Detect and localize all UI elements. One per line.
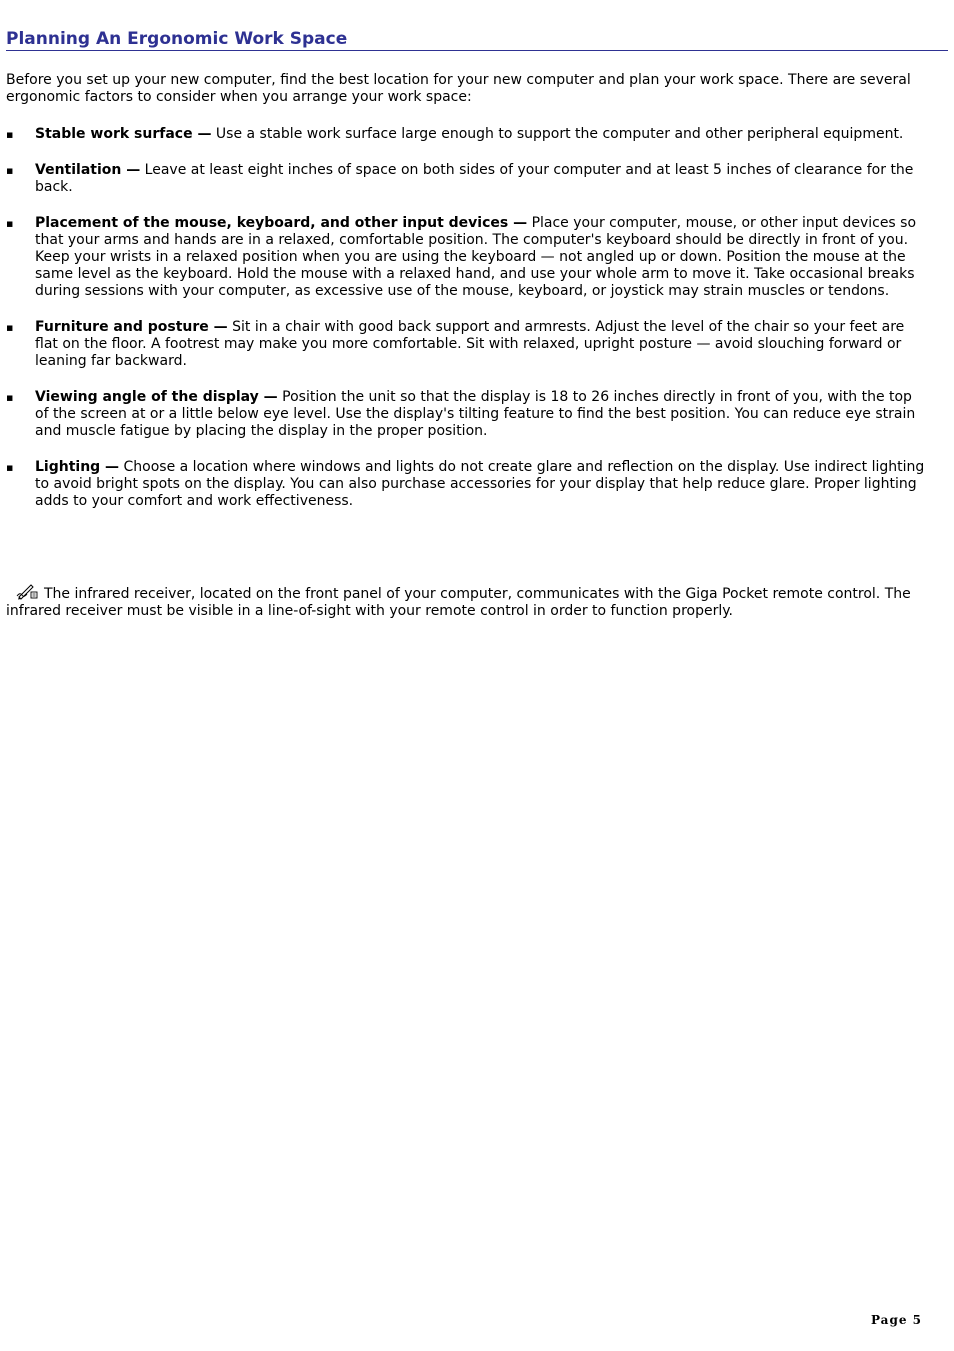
factor-item-viewing-angle bbox=[6, 389, 926, 440]
page-title: Planning An Ergonomic Work Space bbox=[6, 29, 948, 51]
bullet-icon: ▪ bbox=[6, 391, 14, 404]
factor-item-ventilation bbox=[6, 162, 926, 196]
factor-name: Ventilation — bbox=[35, 162, 141, 178]
note-paragraph bbox=[6, 583, 936, 620]
factor-text: Use a stable work surface large enough to support the computer and other peripheral equipment. bbox=[215, 126, 904, 142]
factor-item-lighting bbox=[6, 459, 926, 510]
factor-name: Lighting — bbox=[35, 459, 120, 475]
factor-text: Leave at least eight inches of space on both sides of your computer and at least 5 inches of clearance for the back. bbox=[35, 162, 914, 195]
factor-name: Viewing angle of the display — bbox=[35, 389, 278, 405]
factor-text: Sit in a chair with good back support and armrests. Adjust the level of the chair so your feet are flat on the floor. A footrest may make you more comfortable. Sit with relaxed, upright posture — avoid slouching forward or leaning far backward. bbox=[35, 319, 905, 369]
bullet-icon: ▪ bbox=[6, 128, 14, 141]
factor-name: Furniture and posture — bbox=[35, 319, 228, 335]
intro-paragraph: Before you set up your new computer, find the best location for your new computer and plan your work space. There are several ergonomic factors to consider when you arrange your work space: bbox=[6, 72, 911, 105]
factor-item-stable-work-surface bbox=[6, 126, 926, 143]
factor-item-furniture-posture bbox=[6, 319, 926, 370]
ergonomic-factor-list bbox=[6, 126, 926, 529]
note-text: The infrared receiver, located on the front panel of your computer, communicates with the Giga Pocket remote control. The infrared receiver must be visible in a line-of-sight with your remote control in order to function properly. bbox=[6, 586, 911, 619]
bullet-icon: ▪ bbox=[6, 461, 14, 474]
bullet-icon: ▪ bbox=[6, 217, 14, 230]
factor-item-input-devices bbox=[6, 215, 926, 300]
page-number: Page 5 bbox=[870, 1313, 922, 1327]
bullet-icon: ▪ bbox=[6, 321, 14, 334]
factor-text: Position the unit so that the display is 18 to 26 inches directly in front of you, with the top of the screen at or a little below eye level. Use the display's tilting feature to find the best position. You can reduce eye strain and muscle fatigue by placing the display in the proper position. bbox=[35, 389, 916, 439]
factor-text: Place your computer, mouse, or other input devices so that your arms and hands are in a relaxed, comfortable position. The computer's keyboard should be directly in front of you. Keep your wrists in a relaxed position when you are using the keyboard — not angled up or down. Position the mouse at the same level as the keyboard. Hold the mouse with a relaxed hand, and use your whole arm to move it. Take occasional breaks during sessions with your computer, as excessive use of the mouse, keyboard, or joystick may strain muscles or tendons. bbox=[35, 215, 917, 299]
note-pencil-icon bbox=[16, 583, 40, 600]
bullet-icon: ▪ bbox=[6, 164, 14, 177]
factor-text: Choose a location where windows and lights do not create glare and reflection on the display. Use indirect lighting to avoid bright spots on the display. You can also purchase accessories for your display that help reduce glare. Proper lighting adds to your comfort and work effectiveness. bbox=[35, 459, 925, 509]
factor-name: Stable work surface — bbox=[35, 126, 212, 142]
factor-name: Placement of the mouse, keyboard, and other input devices — bbox=[35, 215, 528, 231]
